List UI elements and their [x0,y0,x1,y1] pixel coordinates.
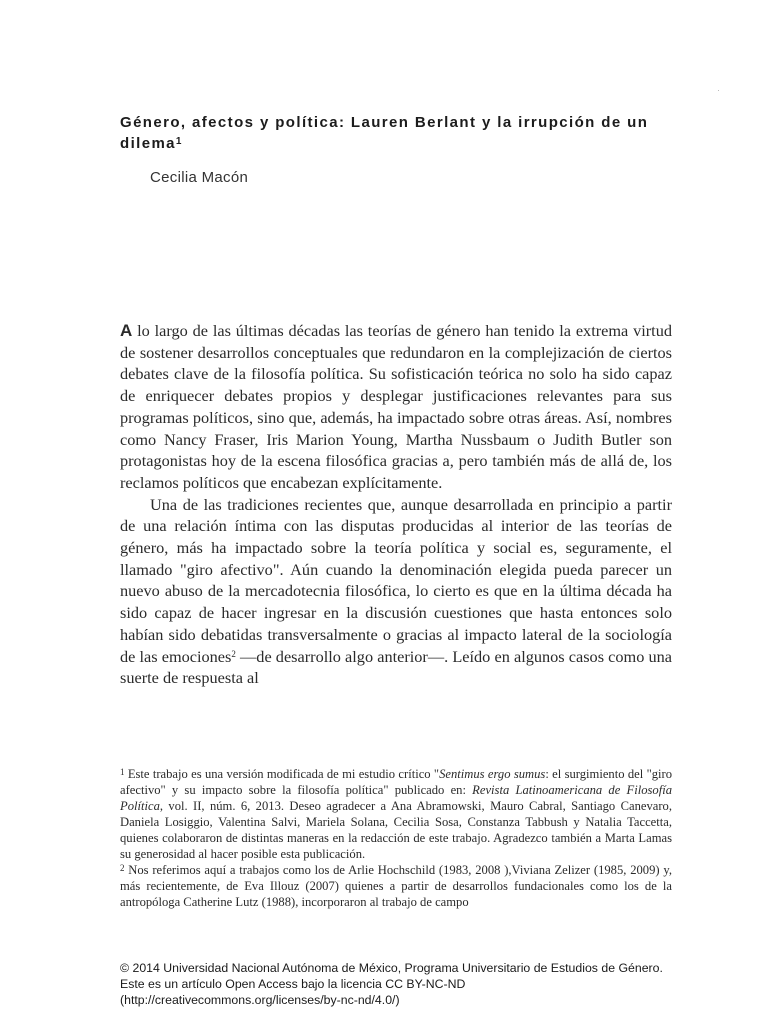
title-footnote-marker[interactable]: 1 [175,136,183,147]
footnotes [120,766,672,910]
footnote-1-text-a: Este trabajo es una versión modificada de mi estudio crítico " [124,767,440,781]
license-footer [120,960,700,1008]
article-title [120,112,680,154]
paragraph-2-text-b: —de desarrollo algo anterior—. Leído en algunos casos como una suerte de respuesta al [120,646,673,688]
footnote-1-text-c: : el surgimiento del "giro afectivo" y su impacto sobre la filosofía política" publicado en: [120,767,672,797]
footnote-2-text: Nos referimos aquí a trabajos como los de Arlie Hochschild (1983, 2008 ),Viviana Zelizer (1985, 2009) y, más recientemente, de Eva Illouz (2007) quienes a partir de desarrollos fundacionales como los de la antropóloga Catherine Lutz (1988), incorporaron al trabajo de campo [120,863,672,909]
license-line: Este es un artículo Open Access bajo la licencia CC BY-NC-ND [120,977,466,991]
paragraph-1 [120,320,672,494]
link-paren-open: ( [120,993,125,1007]
article-title-text: Género, afectos y política: Lauren Berlant y la irrupción de un dilema [120,114,649,152]
footnote-1-journal-italic: Revista Latinoamericana de Filosofía Política [120,783,672,813]
license-link-line [120,992,700,1008]
paragraph-2-text-a: Una de las tradiciones recientes que, aunque desarrollada en principio a partir de una relación íntima con las disputas producidas al interior de las teorías de género, más ha impactado sobre la teoría política y social es, seguramente, el llamado "giro afectivo". Aún cuando la denominación elegida pueda parecer un nuevo abuso de la mercadotecnia filosófica, lo cierto es que en la última década ha sido capaz de hacer ingresar en la discusión cuestiones que hasta entonces solo habían sido debatidas transversalmente o gracias al impacto lateral de la sociología de las emociones [120,494,672,666]
footnote-2-marker[interactable]: 2 [231,648,236,659]
footnote-1-mark: 1 [120,767,125,777]
footnote-2-mark: 2 [120,863,125,873]
footnote-1-title-italic: Sentimus ergo sumus [439,767,546,781]
scan-speck [718,90,719,91]
article-author: Cecilia Macón [150,169,249,186]
paragraph-1-text: lo largo de las últimas décadas las teorías de género han tenido la extrema virtud de sostener desarrollos conceptuales que redundaron en la complejización de ciertos debates clave de la filosofía política. Su sofisticación teórica no solo ha sido capaz de enriquecer debates propios y desplegar justificaciones relevantes para sus programas políticos, sino que, además, ha impactado sobre otras áreas. Así, nombres como Nancy Fraser, Iris Marion Young, Martha Nussbaum o Judith Butler son protagonistas hoy de la escena filosófica gracias a, pero también más de allá de, los reclamos políticos que encabezan explícitamente. [120,321,672,492]
drop-cap: A [120,321,133,340]
article-body [120,320,672,689]
copyright-line: © 2014 Universidad Nacional Autónoma de México, Programa Universitario de Estudios de Género. [120,961,663,975]
footnote-1-text-e: , vol. II, núm. 6, 2013. Deseo agradecer a Ana Abramowski, Mauro Cabral, Santiago Canevaro, Daniela Losiggio, Valentina Salvi, Mariela Solana, Cecilia Sosa, Constanza Tabbush y Natalia Taccetta, quienes colaboraron de distintas maneras en la redacción de este trabajo. Agradezco también a Marta Lamas su generosidad al hacer posible esta publicación. [120,799,672,861]
footnote-1 [120,766,672,862]
footnote-2 [120,862,672,910]
license-link[interactable]: http://creativecommons.org/licenses/by-nc-nd/4.0/ [124,993,396,1007]
paragraph-2 [120,494,672,689]
link-paren-close: ) [395,993,400,1007]
